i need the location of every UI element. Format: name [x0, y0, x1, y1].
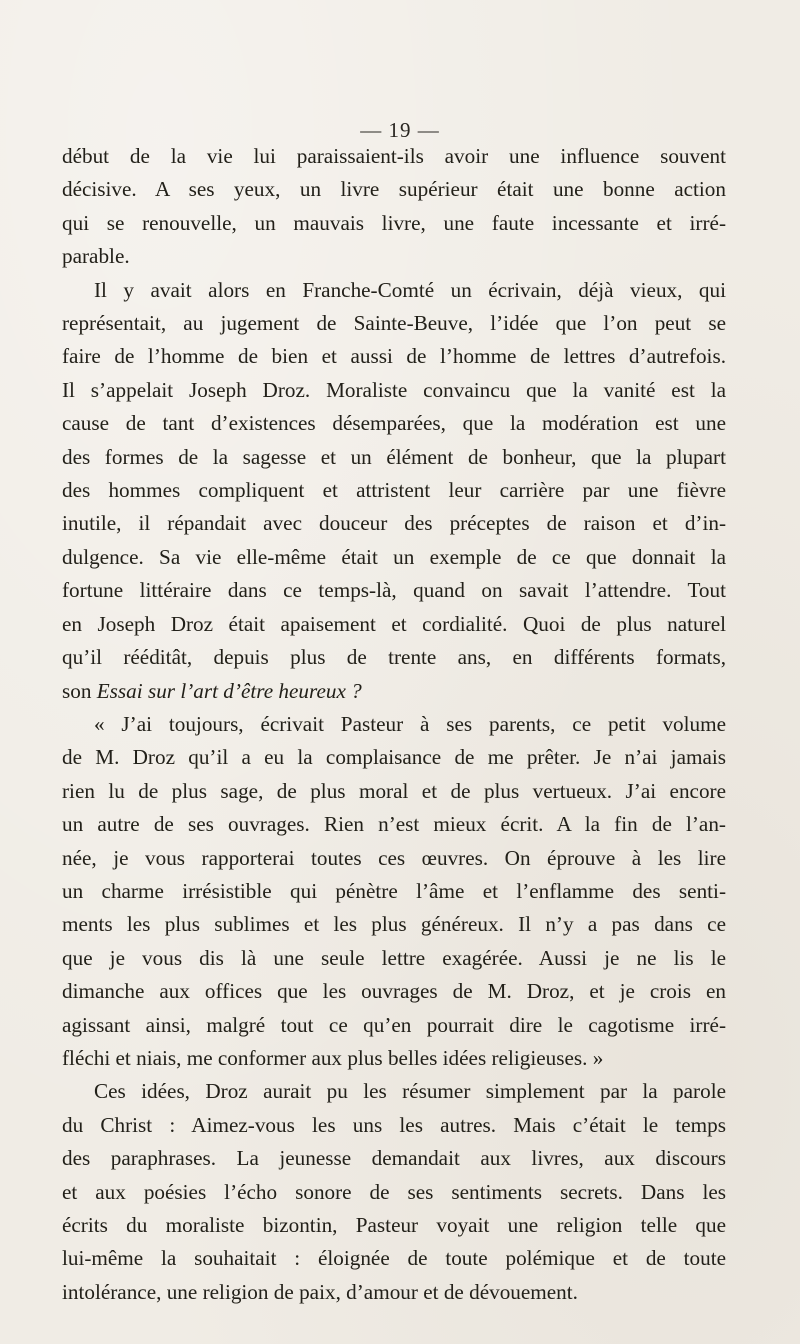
- text-line: parable.: [62, 244, 130, 269]
- text-line: faire de l’homme de bien et aussi de l’homme de lettres d’autrefois.: [62, 344, 726, 369]
- text-line: fléchi et niais, me conformer aux plus belles idées religieuses. »: [62, 1045, 604, 1070]
- text-line: cause de tant d’existences désemparées, que la modération est une: [62, 411, 726, 436]
- text-line: début de la vie lui paraissaient-ils avoir une influence souvent: [62, 144, 726, 168]
- paragraph-4: [62, 1075, 726, 1309]
- paragraph-2: [62, 274, 726, 708]
- text-line: et aux poésies l’écho sonore de ses sentiments secrets. Dans les: [62, 1179, 726, 1204]
- page-number: — 19 —: [360, 118, 440, 142]
- text-line: de M. Droz qu’il a eu la complaisance de me prêter. Je n’ai jamais: [62, 745, 726, 770]
- text-line: des hommes compliquent et attristent leur carrière par une fièvre: [62, 478, 726, 503]
- text-line: ments les plus sublimes et les plus généreux. Il n’y a pas dans ce: [62, 912, 726, 937]
- text-line: dimanche aux offices que les ouvrages de M. Droz, et je crois en: [62, 979, 726, 1004]
- text-line: [62, 675, 726, 708]
- text-line: représentait, au jugement de Sainte-Beuve, l’idée que l’on peut se: [62, 311, 726, 336]
- text-line-prefix: son: [62, 678, 97, 703]
- text-line: que je vous dis là une seule lettre exagérée. Aussi je ne lis le: [62, 945, 726, 970]
- text-line: intolérance, une religion de paix, d’amour et de dévouement.: [62, 1279, 578, 1304]
- text-line: un charme irrésistible qui pénètre l’âme et l’enflamme des senti-: [62, 878, 726, 903]
- text-line: née, je vous rapporterai toutes ces œuvres. On éprouve à les lire: [62, 845, 726, 870]
- text-line: un autre de ses ouvrages. Rien n’est mieux écrit. A la fin de l’an-: [62, 812, 726, 837]
- text-line: « J’ai toujours, écrivait Pasteur à ses parents, ce petit volume: [94, 711, 726, 736]
- text-line: en Joseph Droz était apaisement et cordialité. Quoi de plus naturel: [62, 611, 726, 636]
- text-line: du Christ : Aimez-vous les uns les autres. Mais c’était le temps: [62, 1112, 726, 1137]
- text-line: des formes de la sagesse et un élément de bonheur, que la plupart: [62, 444, 726, 469]
- text-line: lui-même la souhaitait : éloignée de toute polémique et de toute: [62, 1246, 726, 1271]
- text-line: qui se renouvelle, un mauvais livre, une faute incessante et irré-: [62, 210, 726, 235]
- text-line: Il y avait alors en Franche-Comté un écrivain, déjà vieux, qui: [94, 277, 726, 302]
- paragraph-1: [62, 140, 726, 274]
- text-line: des paraphrases. La jeunesse demandait aux livres, aux discours: [62, 1146, 726, 1171]
- text-line: fortune littéraire dans ce temps-là, quand on savait l’attendre. Tout: [62, 578, 726, 603]
- body-text: [62, 140, 726, 1309]
- text-line: qu’il rééditât, depuis plus de trente ans, en différents formats,: [62, 645, 726, 670]
- text-line: agissant ainsi, malgré tout ce qu’en pourrait dire le cagotisme irré-: [62, 1012, 726, 1037]
- text-line: rien lu de plus sage, de plus moral et de plus vertueux. J’ai encore: [62, 778, 726, 803]
- text-line: décisive. A ses yeux, un livre supérieur était une bonne action: [62, 177, 726, 202]
- book-title: Essai sur l’art d’être heureux ?: [96, 678, 362, 703]
- paragraph-3: [62, 708, 726, 1075]
- text-line: écrits du moraliste bizontin, Pasteur voyait une religion telle que: [62, 1213, 726, 1237]
- text-line: Il s’appelait Joseph Droz. Moraliste convaincu que la vanité est la: [62, 377, 726, 402]
- text-line: dulgence. Sa vie elle-même était un exemple de ce que donnait la: [62, 544, 726, 569]
- text-line: inutile, il répandait avec douceur des préceptes de raison et d’in-: [62, 511, 726, 536]
- text-line: Ces idées, Droz aurait pu les résumer simplement par la parole: [94, 1079, 726, 1104]
